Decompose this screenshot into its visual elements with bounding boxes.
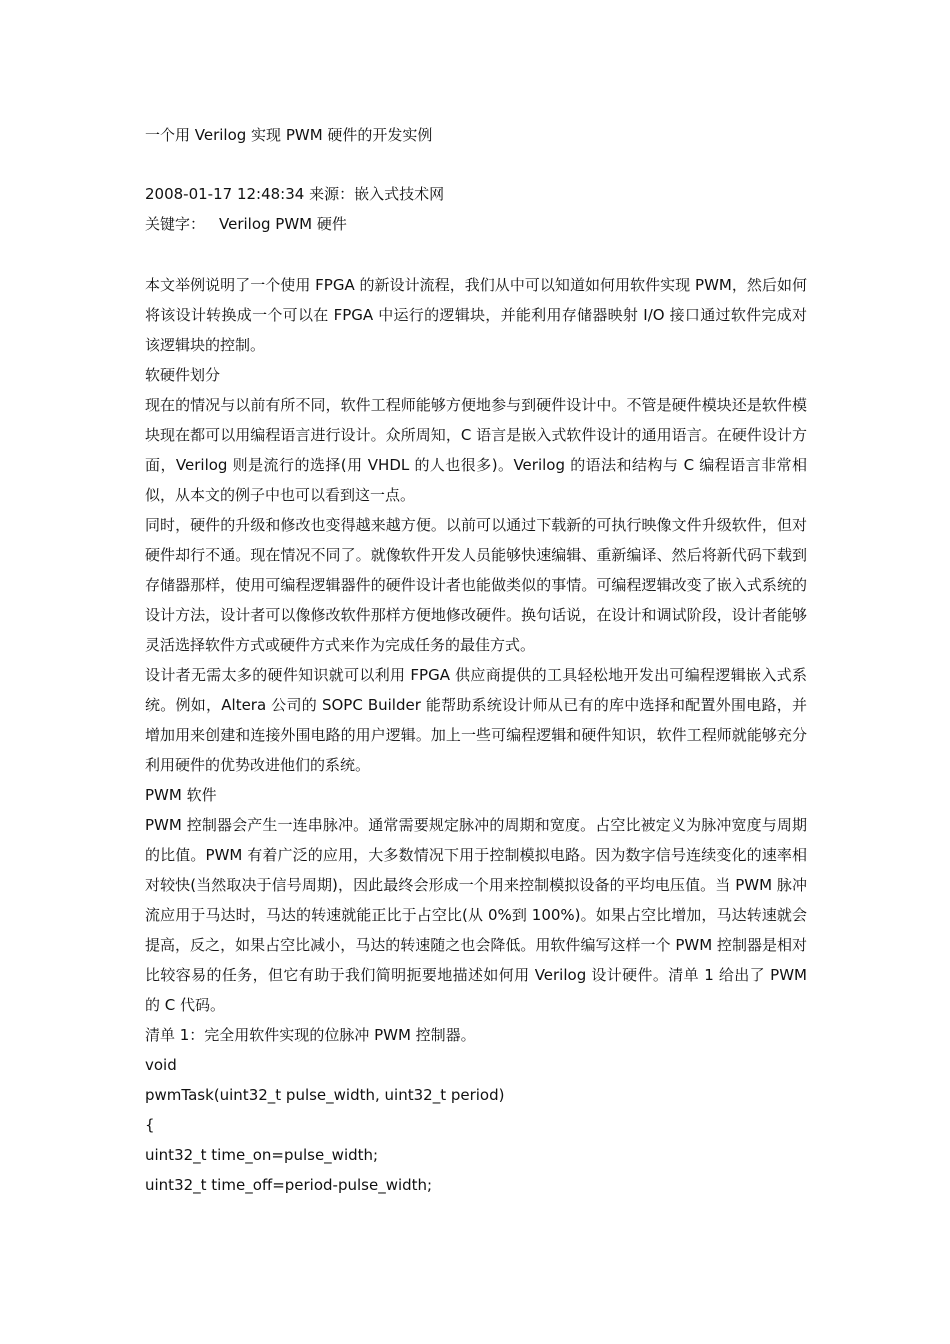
- keywords-label: 关键字：: [145, 215, 206, 233]
- body-paragraph: 同时，硬件的升级和修改也变得越来越方便。以前可以通过下载新的可执行映像文件升级软件，但对硬件却行不通。现在情况不同了。就像软件开发人员能够快速编辑、重新编译、然后将新代码下载到存储器那样，使用可编程逻辑器件的硬件设计者也能做类似的事情。可编程逻辑改变了嵌入式系统的设计方法，设计者可以像修改软件那样方便地修改硬件。换句话说，在设计和调试阶段，设计者能够灵活选择软件方式或硬件方式来作为完成任务的最佳方式。: [145, 516, 807, 654]
- source-label: 来源：: [309, 185, 355, 203]
- article-source: 嵌入式技术网: [354, 185, 445, 203]
- body-paragraph: 现在的情况与以前有所不同，软件工程师能够方便地参与到硬件设计中。不管是硬件模块还是软件模块现在都可以用编程语言进行设计。众所周知，C 语言是嵌入式软件设计的通用语言。在硬件设计方面，Verilog 则是流行的选择(用 VHDL 的人也很多)。Verilog 的语法和结构与 C 编程语言非常相似，从本文的例子中也可以看到这一点。: [145, 396, 807, 504]
- article-meta: [145, 182, 444, 206]
- body-paragraph: 设计者无需太多的硬件知识就可以利用 FPGA 供应商提供的工具轻松地开发出可编程逻辑嵌入式系统。例如，Altera 公司的 SOPC Builder 能帮助系统设计师从已有的库中选择和配置外围电路，并增加用来创建和连接外围电路的用户逻辑。加上一些可编程逻辑和硬件知识，软件工程师就能够充分利用硬件的优势改进他们的系统。: [145, 666, 807, 774]
- code-line: uint32_t time_off=period-pulse_width;: [145, 1176, 433, 1194]
- code-line: {: [145, 1116, 155, 1134]
- code-line: uint32_t time_on=pulse_width;: [145, 1146, 379, 1164]
- intro-paragraph: 本文举例说明了一个使用 FPGA 的新设计流程，我们从中可以知道如何用软件实现 PWM，然后如何将该设计转换成一个可以在 FPGA 中运行的逻辑块，并能利用存储器映射 I/O 接口通过软件完成对该逻辑块的控制。: [145, 276, 807, 354]
- code-line: pwmTask(uint32_t pulse_width, uint32_t period): [145, 1086, 505, 1104]
- body-paragraph: PWM 控制器会产生一连串脉冲。通常需要规定脉冲的周期和宽度。占空比被定义为脉冲宽度与周期的比值。PWM 有着广泛的应用，大多数情况下用于控制模拟电路。因为数字信号连续变化的速率相对较快(当然取决于信号周期)，因此最终会形成一个用来控制模拟设备的平均电压值。当 PWM 脉冲流应用于马达时，马达的转速就能正比于占空比(从 0%到 100%)。如果占空比增加，马达转速就会提高，反之，如果占空比减小，马达的转速随之也会降低。用软件编写这样一个 PWM 控制器是相对比较容易的任务，但它有助于我们简明扼要地描述如何用 Verilog 设计硬件。清单 1 给出了 PWM 的 C 代码。: [145, 816, 807, 1014]
- listing-caption: 清单 1：完全用软件实现的位脉冲 PWM 控制器。: [145, 1026, 476, 1044]
- code-line: void: [145, 1056, 177, 1074]
- article-body: [145, 270, 807, 1200]
- article-keywords: [145, 212, 347, 236]
- section-heading: 软硬件划分: [145, 366, 221, 384]
- article-date: 2008-01-17 12:48:34: [145, 185, 305, 203]
- keywords-value: Verilog PWM 硬件: [219, 215, 347, 233]
- section-heading: PWM 软件: [145, 786, 217, 804]
- article-title: 一个用 Verilog 实现 PWM 硬件的开发实例: [145, 126, 433, 144]
